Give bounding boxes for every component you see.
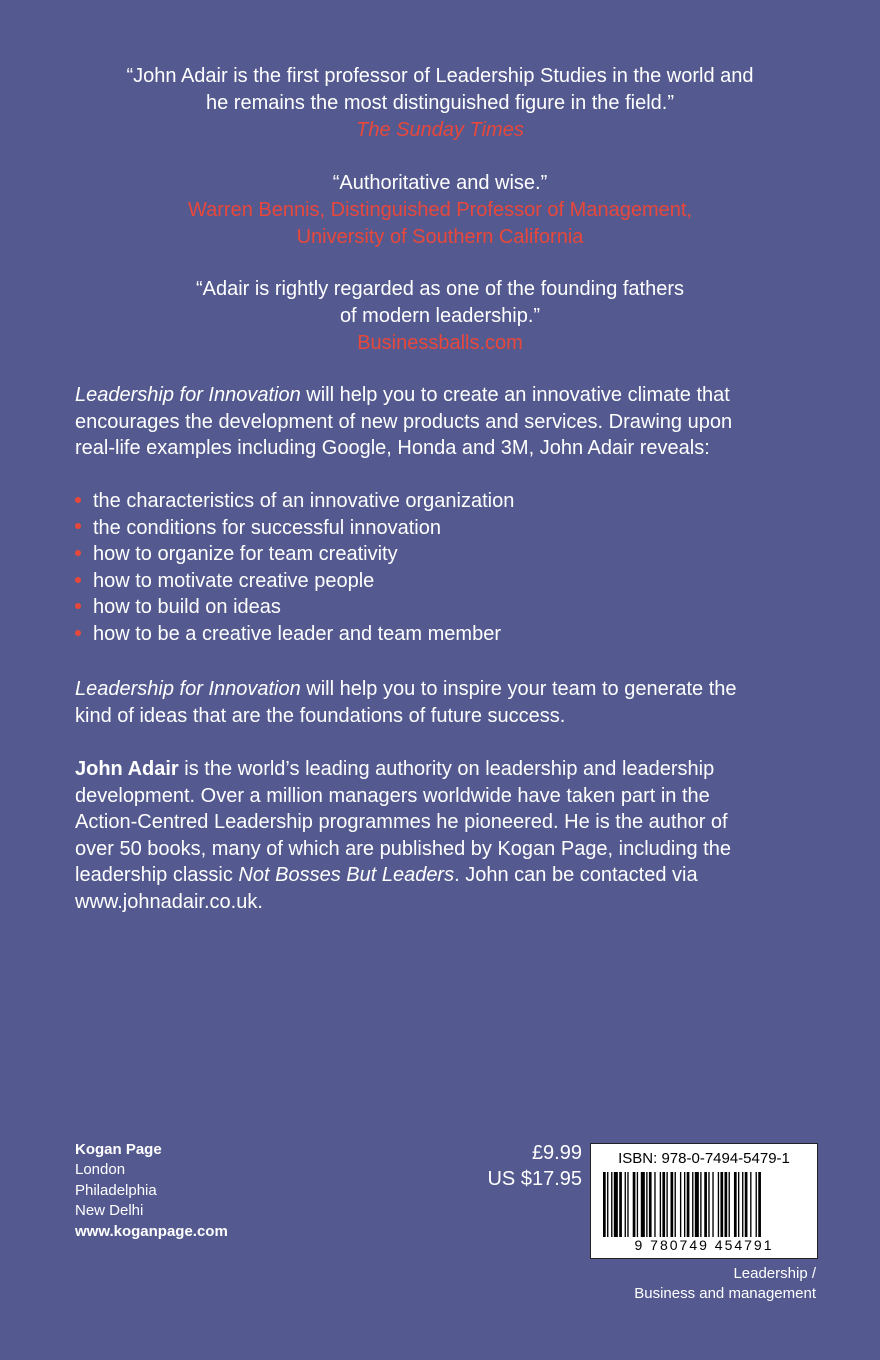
bio-text: . John can be contacted via [454,864,698,886]
bullet-dot-icon [75,603,81,609]
book-title: Leadership for Innovation [75,384,301,406]
bio-text: leadership classic [75,864,239,886]
quote-line: of modern leadership.” [339,305,541,327]
intro-line [75,382,805,409]
intro-paragraph [75,382,805,462]
closing-paragraph [75,676,805,729]
list-item-text: the conditions for successful innovation [93,516,441,539]
bio-line: over 50 books, many of which are published by Kogan Page, including the [75,837,731,860]
price-gbp: £9.99 [531,1142,582,1164]
price-block [470,1140,582,1192]
bullet-dot-icon [75,523,81,529]
quote-line: “John Adair is the first professor of Leadership Studies in the world and [126,65,754,87]
closing-line [75,676,805,703]
bullet-dot-icon [75,497,81,503]
shelving-category [560,1264,816,1304]
feature-list [75,488,514,648]
quote-businessballs [0,276,880,357]
barcode-icon [603,1172,805,1242]
quote-source: The Sunday Times [356,119,524,141]
publisher-city: London [75,1161,126,1179]
bullet-dot-icon [75,550,81,556]
author-name: John Adair [75,758,179,780]
quote-source: Businessballs.com [357,332,523,354]
intro-line: encourages the development of new products and services. Drawing upon [75,410,733,433]
book-title: Leadership for Innovation [75,678,301,700]
publisher-website: www.koganpage.com [75,1222,228,1240]
bullet-dot-icon [75,630,81,636]
category-line: Leadership / [733,1265,816,1282]
quote-source: Warren Bennis, Distinguished Professor of Management, [188,199,692,221]
intro-line: real-life examples including Google, Honda and 3M, John Adair reveals: [75,437,710,459]
publisher-city: New Delhi [75,1202,144,1220]
closing-text: will help you to inspire your team to generate the [300,678,737,700]
bio-line: development. Over a million managers worldwide have taken part in the [75,784,710,807]
list-item [75,594,514,621]
quote-line: “Adair is rightly regarded as one of the founding fathers [195,278,685,300]
bio-line: Action-Centred Leadership programmes he pioneered. He is the author of [75,811,728,833]
publisher-name: Kogan Page [75,1141,162,1158]
barcode-digits: 9 780749 454791 [591,1237,817,1253]
isbn-barcode [590,1143,818,1259]
price-usd: US $17.95 [487,1168,582,1190]
list-item-text: the characteristics of an innovative organization [93,490,515,512]
quote-source: University of Southern California [296,226,584,248]
quote-warren-bennis [0,170,880,251]
quote-sunday-times [0,63,880,144]
author-bio [75,756,805,915]
bullet-dot-icon [75,577,81,583]
intro-text: will help you to create an innovative climate that [300,384,730,406]
list-item-text: how to be a creative leader and team member [93,622,501,645]
publisher-block [75,1140,228,1242]
list-item-text: how to build on ideas [93,596,281,619]
quote-line: “Authoritative and wise.” [332,172,548,194]
isbn-label: ISBN: 978-0-7494-5479-1 [618,1150,790,1167]
category-line: Business and management [634,1285,816,1302]
list-item-text: how to organize for team creativity [93,543,398,566]
bio-line [75,756,805,783]
publisher-city: Philadelphia [75,1181,157,1199]
bio-line [75,862,805,889]
list-item-text: how to motivate creative people [93,569,375,592]
author-website: www.johnadair.co.uk. [75,890,263,913]
quote-line: he remains the most distinguished figure in the field.” [205,92,675,114]
list-item [75,515,514,542]
list-item [75,621,514,648]
closing-line: kind of ideas that are the foundations of future success. [75,704,566,727]
list-item [75,488,514,515]
list-item [75,541,514,568]
bio-text: is the world’s leading authority on leadership and leadership [178,758,715,780]
list-item [75,568,514,595]
book-reference: Not Bosses But Leaders [238,864,455,886]
